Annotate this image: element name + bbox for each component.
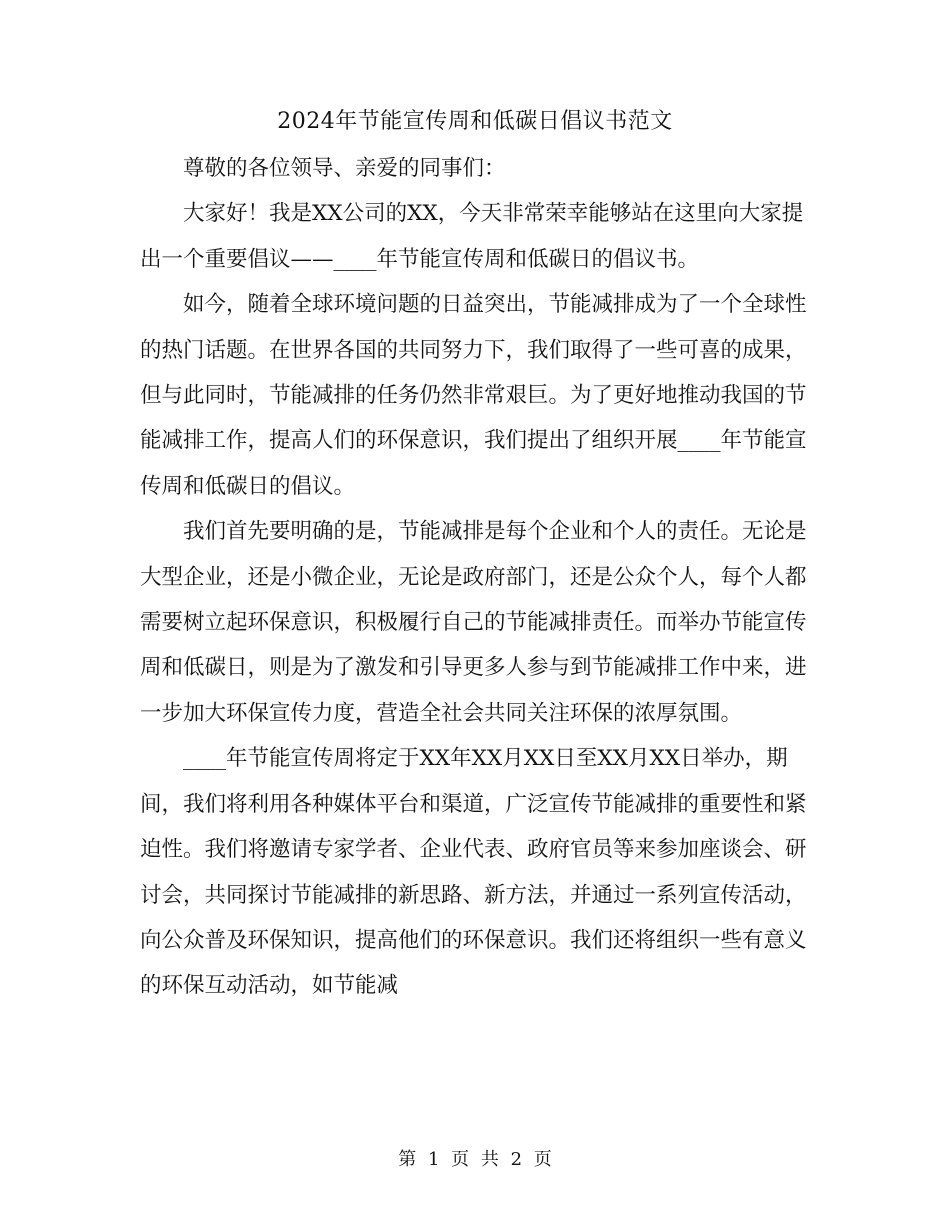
document-title: 2024年节能宣传周和低碳日倡议书范文 — [277, 109, 673, 134]
body-paragraph-1: 大家好！我是XX公司的XX，今天非常荣幸能够站在这里向大家提出一个重要倡议——____年节能宣传周和低碳日的倡议书。 — [140, 201, 804, 272]
document-body — [140, 146, 810, 1009]
body-paragraph-2: 如今，随着全球环境问题的日益突出，节能减排成为了一个全球性的热门话题。在世界各国的共同努力下，我们取得了一些可喜的成果，但与此同时，节能减排的任务仍然非常艰巨。为了更好地推动我国的节能减排工作，提高人们的环保意识，我们提出了组织开展____年节能宣传周和低碳日的倡议。 — [140, 292, 807, 499]
body-paragraph-3: 我们首先要明确的是，节能减排是每个企业和个人的责任。无论是大型企业，还是小微企业，无论是政府部门，还是公众个人，每个人都需要树立起环保意识，积极履行自己的节能减排责任。而举办节能宣传周和低碳日，则是为了激发和引导更多人参与到节能减排工作中来，进一步加大环保宣传力度，营造全社会共同关注环保的浓厚氛围。 — [140, 519, 807, 726]
body-paragraph-4: ____年节能宣传周将定于XX年XX月XX日至XX月XX日举办，期间，我们将利用各种媒体平台和渠道，广泛宣传节能减排的重要性和紧迫性。我们将邀请专家学者、企业代表、政府官员等来参加座谈会、研讨会，共同探讨节能减排的新思路、新方法，并通过一系列宣传活动，向公众普及环保知识，提高他们的环保意识。我们还将组织一些有意义的环保互动活动，如节能减 — [140, 746, 807, 999]
page-footer: 第 1 页 共 2 页 — [398, 1149, 552, 1170]
salutation-paragraph: 尊敬的各位领导、亲爱的同事们： — [183, 156, 506, 181]
